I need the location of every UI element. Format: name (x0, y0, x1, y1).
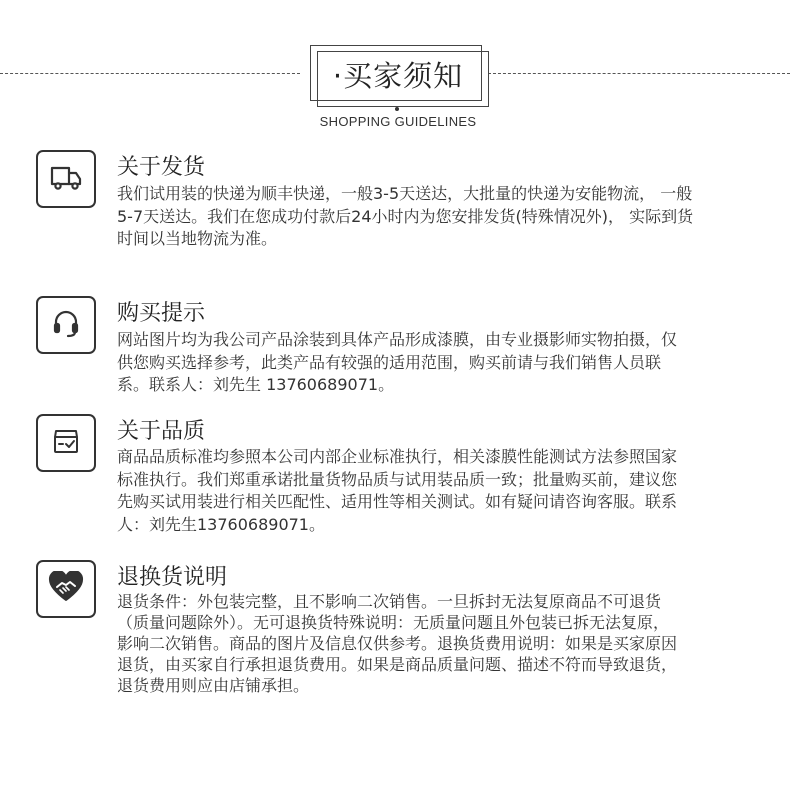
section-body (117, 591, 739, 696)
headset-icon (50, 307, 82, 343)
delivery-truck-icon (49, 162, 83, 196)
section-icon-frame (36, 560, 96, 618)
title-dot (395, 107, 399, 111)
page-header (0, 0, 790, 140)
body-line: 供您购买选择参考，此类产品有较强的适用范围，购买前请与我们销售人员联 (117, 352, 662, 372)
body-line: 人：刘先生13760689071。 (117, 514, 325, 534)
section-icon-frame (36, 296, 96, 354)
body-line: 退货，由买家自行承担退货费用。如果是商品质量问题、描述不符而导致退货， (117, 655, 678, 674)
body-line: 影响二次销售。商品的图片及信息仅供参考。退换货费用说明：如果是买家原因 (117, 634, 678, 653)
section-body (117, 183, 757, 251)
header-divider-left (0, 73, 300, 74)
body-line: 网站图片均为我公司产品涂装到具体产品形成漆膜，由专业摄影师实物拍摄，仅 (117, 330, 678, 349)
section-title: 关于发货 (117, 155, 206, 180)
section-icon-frame (36, 414, 96, 472)
body-line: 时间以当地物流为准。 (117, 229, 278, 248)
section-title: 退换货说明 (117, 565, 228, 590)
body-line: 商品品质标准均参照本公司内部企业标准执行，相关漆膜性能测试方法参照国家 (117, 447, 678, 466)
header-divider-right (488, 73, 790, 74)
body-line: 退货费用则应由店铺承担。 (117, 676, 310, 695)
section-body (117, 446, 757, 536)
handshake-heart-icon (48, 571, 84, 607)
body-line: 标准执行。我们郑重承诺批量货物品质与试用装品质一致；批量购买前，建议您 (117, 469, 678, 489)
section-title: 购买提示 (117, 301, 206, 326)
body-line: （质量问题除外）。无可退换货特殊说明：无质量问题且外包装已拆无法复原， (117, 613, 670, 632)
section-icon-frame (36, 150, 96, 208)
body-line: 退货条件：外包装完整，且不影响二次销售。一旦拆封无法复原商品不可退货 (117, 592, 662, 611)
section-body (117, 329, 757, 397)
body-line: 我们试用装的快递为顺丰快递，一般3-5天送达，大批量的快递为安能物流， 一般 (117, 184, 693, 203)
section-title: 关于品质 (117, 419, 206, 444)
body-line: 系。联系人：刘先生 13760689071。 (117, 375, 395, 394)
body-line: 5-7天送达。我们在您成功付款后24小时内为您安排发货(特殊情况外)， 实际到货 (117, 206, 694, 226)
body-line: 先购买试用装进行相关匹配性、适用性等相关测试。如有疑问请咨询客服。联系 (117, 492, 678, 511)
page-title: ·买家须知 (332, 58, 464, 93)
page-subtitle: SHOPPING GUIDELINES (319, 114, 477, 129)
quality-box-icon (51, 426, 81, 460)
